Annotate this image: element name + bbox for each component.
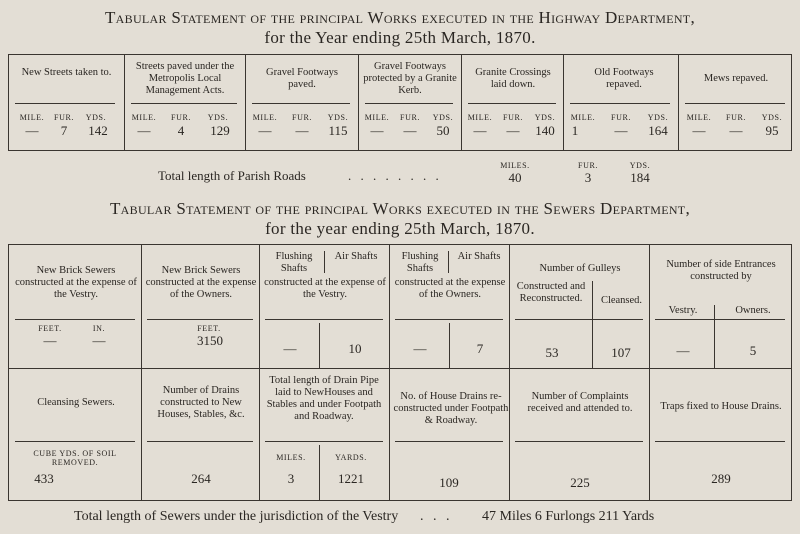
unit-fur: FUR. bbox=[171, 113, 191, 122]
unit-fur: FUR. bbox=[611, 113, 631, 122]
header-gulleys-cleansed: Cleansed. bbox=[600, 295, 643, 306]
value-fur: — bbox=[295, 123, 309, 138]
value-mile: — bbox=[258, 123, 272, 138]
unit-yds: YDS. bbox=[85, 113, 107, 122]
sewers-subtitle: for the year ending 25th March, 1870. bbox=[265, 219, 535, 238]
unit-fur: FUR. bbox=[503, 113, 523, 122]
value-mile: — bbox=[473, 123, 487, 138]
unit-feet: FEET. bbox=[197, 324, 221, 333]
value-yds: 50 bbox=[436, 123, 450, 138]
header-drain-pipe-length: Total length of Drain Pipe laid to NewHouses and Stables and under Footpath and Roadway. bbox=[266, 375, 382, 422]
header-new-streets: New Streets taken to. bbox=[21, 67, 112, 78]
header-air-shafts: Air Shafts bbox=[457, 251, 501, 262]
value-gulleys-cleansed: 107 bbox=[611, 345, 631, 360]
sewers-title: Tabular Statement of the principal Works executed in the Sewers Department, bbox=[110, 199, 690, 218]
header-brick-sewers-owners: New Brick Sewers constructed at the expense of the Owners. bbox=[145, 265, 257, 300]
value-yds: 129 bbox=[210, 123, 230, 138]
header-streets-paved: Streets paved under the Metropolis Local Management Acts. bbox=[135, 61, 235, 96]
value-yds: 142 bbox=[88, 123, 108, 138]
unit-yds: YDS. bbox=[432, 113, 454, 122]
value-fur: 7 bbox=[60, 123, 68, 138]
unit-yds: YDS. bbox=[647, 113, 669, 122]
sewers-table bbox=[8, 244, 792, 501]
value-mile: — bbox=[25, 123, 39, 138]
unit-mile: MILE. bbox=[686, 113, 712, 122]
unit-yds: YDS. bbox=[207, 113, 229, 122]
total-unit-fur: FUR. bbox=[578, 161, 598, 170]
value-entrances-owners: 5 bbox=[749, 343, 757, 358]
highway-title: Tabular Statement of the principal Works executed in the Highway Department, bbox=[104, 8, 695, 27]
unit-fur: FUR. bbox=[400, 113, 420, 122]
highway-table bbox=[8, 54, 792, 151]
value-complaints: 225 bbox=[570, 475, 590, 490]
value-mile: — bbox=[370, 123, 384, 138]
header-gulleys: Number of Gulleys bbox=[539, 263, 621, 274]
sewers-total-dots: . . . bbox=[420, 509, 453, 524]
unit-mile: MILE. bbox=[570, 113, 596, 122]
header-shafts-vestry: constructed at the expense of the Vestry. bbox=[264, 277, 386, 300]
unit-yds: YDS. bbox=[534, 113, 556, 122]
header-traps: Traps fixed to House Drains. bbox=[660, 401, 782, 412]
unit-yds: YDS. bbox=[761, 113, 783, 122]
unit-cube-yards: CUBE YDS. OF SOIL REMOVED. bbox=[33, 449, 117, 467]
header-flushing-shafts: Flushing Shafts bbox=[275, 251, 313, 274]
value-flushing-vestry: — bbox=[283, 341, 297, 356]
header-entrances-vestry: Vestry. bbox=[668, 305, 698, 316]
value-drains-new-houses: 264 bbox=[191, 471, 211, 486]
value-air-owners: 7 bbox=[476, 341, 484, 356]
header-mews-repaved: Mews repaved. bbox=[703, 73, 769, 84]
value-fur: — bbox=[403, 123, 417, 138]
parish-roads-label: Total length of Parish Roads bbox=[158, 168, 306, 183]
total-unit-yds: YDS. bbox=[629, 161, 651, 170]
header-cleansing-sewers: Cleansing Sewers. bbox=[37, 397, 115, 408]
header-flushing-shafts: Flushing Shafts bbox=[401, 251, 439, 274]
value-entrances-vestry: — bbox=[676, 343, 690, 358]
value-air-vestry: 10 bbox=[348, 341, 362, 356]
total-value-fur: 3 bbox=[584, 170, 592, 185]
header-drains-new-houses: Number of Drains constructed to New Houses, Stables, &c. bbox=[157, 385, 245, 420]
value-yds: 164 bbox=[648, 123, 668, 138]
sewers-total-label: Total length of Sewers under the jurisdiction of the Vestry bbox=[74, 509, 399, 524]
value-gulleys-constructed: 53 bbox=[545, 345, 559, 360]
parish-roads-dots: . . . . . . . . bbox=[348, 168, 442, 183]
value-traps: 289 bbox=[711, 471, 731, 486]
value-feet: — bbox=[43, 333, 57, 348]
value-flushing-owners: — bbox=[413, 341, 427, 356]
value-fur: 4 bbox=[177, 123, 185, 138]
unit-feet: FEET. bbox=[38, 324, 62, 333]
unit-yds: YDS. bbox=[327, 113, 349, 122]
value-yds: 95 bbox=[765, 123, 779, 138]
unit-yards: YARDS. bbox=[335, 453, 367, 462]
header-gravel-footways: Gravel Footways paved. bbox=[265, 67, 339, 90]
total-value-yds: 184 bbox=[630, 170, 650, 185]
unit-mile: MILE. bbox=[131, 113, 157, 122]
unit-fur: FUR. bbox=[726, 113, 746, 122]
header-side-entrances: Number of side Entrances constructed by bbox=[666, 259, 776, 282]
header-air-shafts: Air Shafts bbox=[334, 251, 378, 262]
header-shafts-owners: constructed at the expense of the Owners. bbox=[394, 277, 506, 300]
highway-subtitle: for the Year ending 25th March, 1870. bbox=[264, 28, 536, 47]
value-fur: — bbox=[729, 123, 743, 138]
unit-mile: MILE. bbox=[252, 113, 278, 122]
value-mile: 1 bbox=[571, 123, 579, 138]
unit-mile: MILE. bbox=[467, 113, 493, 122]
header-complaints: Number of Complaints received and attended to. bbox=[527, 391, 633, 414]
unit-miles: MILES. bbox=[276, 453, 306, 462]
value-house-drains: 109 bbox=[439, 475, 459, 490]
value-owners-feet: 3150 bbox=[197, 333, 223, 348]
value-mile: — bbox=[137, 123, 151, 138]
header-brick-sewers-vestry: New Brick Sewers constructed at the expense of the Vestry. bbox=[15, 265, 137, 300]
value-mile: — bbox=[692, 123, 706, 138]
value-fur: — bbox=[506, 123, 520, 138]
unit-fur: FUR. bbox=[54, 113, 74, 122]
value-cleansing: 433 bbox=[34, 471, 54, 486]
header-old-footways: Old Footways repaved. bbox=[594, 67, 654, 90]
value-inches: — bbox=[92, 333, 106, 348]
value-drain-pipe-miles: 3 bbox=[287, 471, 295, 486]
value-fur: — bbox=[614, 123, 628, 138]
unit-fur: FUR. bbox=[292, 113, 312, 122]
sewers-total-value: 47 Miles 6 Furlongs 211 Yards bbox=[482, 509, 655, 524]
header-gulleys-constructed: Constructed and Reconstructed. bbox=[516, 281, 586, 304]
header-house-drains: No. of House Drains re-constructed under Footpath & Roadway. bbox=[393, 391, 509, 426]
unit-mile: MILE. bbox=[364, 113, 390, 122]
value-yds: 140 bbox=[535, 123, 555, 138]
value-drain-pipe-yards: 1221 bbox=[338, 471, 364, 486]
header-granite-crossings: Granite Crossings laid down. bbox=[475, 67, 551, 90]
total-unit-miles: MILES. bbox=[500, 161, 530, 170]
header-gravel-kerb: Gravel Footways protected by a Granite Kerb. bbox=[363, 61, 457, 96]
total-value-miles: 40 bbox=[508, 170, 522, 185]
header-entrances-owners: Owners. bbox=[735, 305, 771, 316]
unit-mile: MILE. bbox=[19, 113, 45, 122]
value-yds: 115 bbox=[328, 123, 348, 138]
unit-inches: IN. bbox=[92, 324, 106, 333]
